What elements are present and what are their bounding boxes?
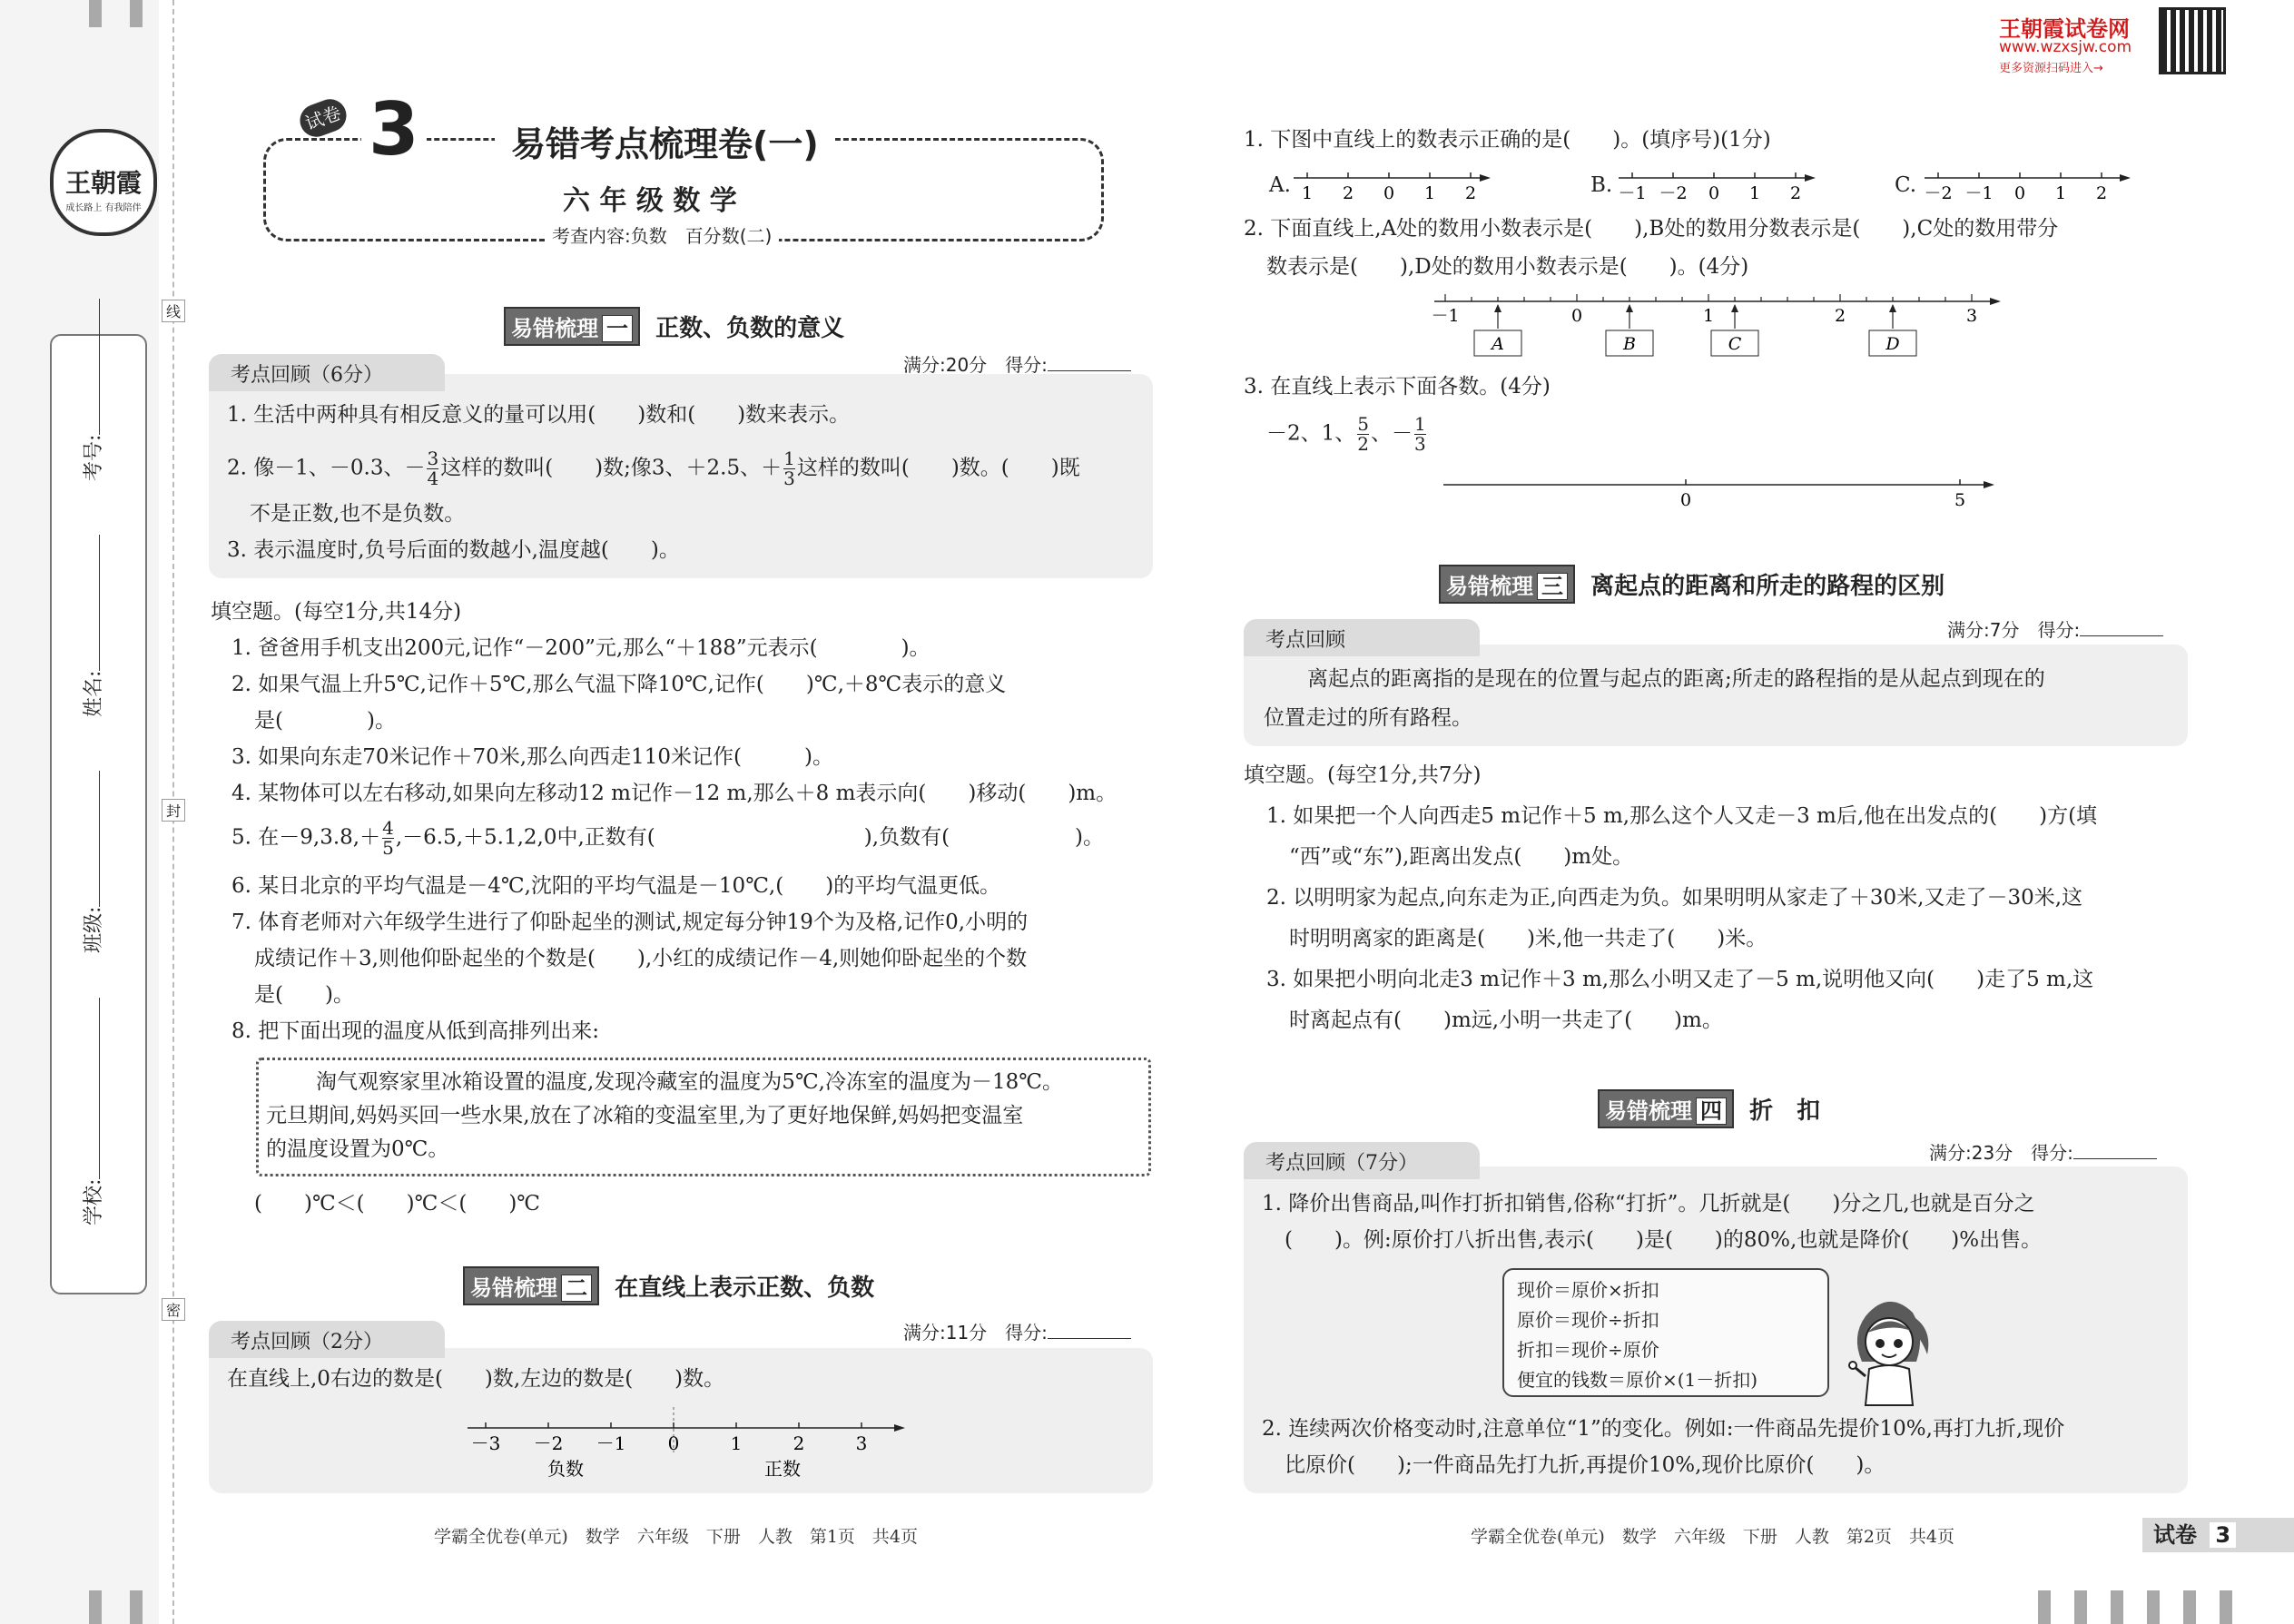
s2-line-tick-label: 1 [730, 1432, 743, 1454]
s4-review-1a: 1. 降价出售商品,叫作打折扣销售,俗称“打折”。几折就是( )分之几,也就是百分之 [1262, 1192, 2035, 1216]
section-3-tag: 易错梳理 三 [1439, 565, 1575, 604]
s3-q3b: 时离起点有( )m远,小明一共走了( )m。 [1289, 1009, 1723, 1032]
p-q2a: 2. 下面直线上,A处的数用小数表示是( ),B处的数用分数表示是( ),C处的数用带分 [1244, 217, 2059, 241]
watermark-note: 更多资源扫码进入→ [1999, 62, 2103, 75]
s1-review-3: 3. 表示温度时,负号后面的数越小,温度越( )。 [227, 538, 680, 562]
s3-text-1: 离起点的距离指的是现在的位置与起点的距离;所走的路程指的是从起点到现在的 [1307, 667, 2045, 691]
s1-q2b: 是( )。 [254, 709, 396, 733]
s2-number-line [458, 1403, 912, 1484]
option-c-tick-label: 0 [2013, 183, 2026, 203]
option-a-line [1289, 165, 1493, 206]
bottom-right-stripe-5 [2183, 1590, 2196, 1624]
option-a-tick-label: 1 [1301, 183, 1314, 203]
option-b-tick-label: 0 [1708, 183, 1720, 203]
logo-slogan: 成长路上 有我陪伴 [65, 203, 142, 213]
s1-q7c: 是( )。 [254, 983, 354, 1007]
field-name[interactable] [78, 535, 106, 717]
story-line-2: 元旦期间,妈妈买回一些水果,放在了冰箱的变温室里,为了更好地保鲜,妈妈把变温室 [266, 1104, 1024, 1127]
paper-label-badge: 试卷 [295, 94, 350, 142]
p2-arrow-head [1494, 304, 1501, 312]
section-4-heading: 折 扣 [1749, 1097, 1821, 1125]
section-3-title [1439, 565, 1944, 604]
formula-2: 原价＝现价÷折扣 [1517, 1309, 1659, 1331]
s1-fill-head: 填空题。(每空1分,共14分) [211, 600, 462, 624]
s1-review-2: 2. 像－1、－0.3、－ $\frac{3}{4}$ 这样的数叫( )数;像3、＋2.5、＋ $\frac{1}{3}$ 这样的数叫( )数。( )既 [227, 448, 1080, 489]
section-2-heading: 在直线上表示正数、负数 [615, 1275, 875, 1302]
option-c-line [1920, 165, 2133, 206]
formula-box [1502, 1268, 1829, 1397]
p3-line-tick-label: 0 [1679, 490, 1692, 508]
score-blank[interactable] [2073, 1158, 2157, 1159]
option-b-tick-label: 2 [1789, 183, 1802, 203]
story-line-1: 淘气观察家里冰箱设置的温度,发现冷藏室的温度为5℃,冷冻室的温度为－18℃。 [316, 1070, 1063, 1094]
field-school-label: 学校: [83, 1178, 105, 1225]
p2-point-label: D [1885, 334, 1900, 354]
pos-label: 正数 [764, 1458, 801, 1480]
s1-q4: 4. 某物体可以左右移动,如果向左移动12 m记作－12 m,那么＋8 m表示向( )移动( )m。 [231, 782, 1117, 805]
s1-q8: 8. 把下面出现的温度从低到高排列出来: [231, 1019, 600, 1043]
field-school[interactable] [78, 998, 106, 1225]
p-q3: 3. 在直线上表示下面各数。(4分) [1244, 375, 1551, 399]
section-1-tag: 易错梳理 一 [504, 307, 640, 346]
girl-illustration [1838, 1289, 1938, 1407]
option-a-tick-label: 2 [1464, 183, 1477, 203]
option-c-label: C. [1895, 173, 1917, 197]
p2-line-tick-label: －1 [1431, 306, 1460, 326]
brand-logo [50, 129, 157, 236]
s3-q3a: 3. 如果把小明向北走3 m记作＋3 m,那么小明又走了－5 m,说明他又向( )走了5 m,这 [1266, 968, 2094, 991]
s4-review-1b: ( )。例:原价打八折出售,表示( )是( )的80%,也就是降价( )%出售。 [1285, 1228, 2043, 1252]
option-c-tick-label: －1 [1964, 183, 1994, 203]
option-a-tick-label: 0 [1383, 183, 1395, 203]
s2-line-tick-label: －2 [533, 1432, 564, 1454]
section-4-review-tab: 考点回顾（7分） [1244, 1142, 1480, 1179]
top-stripe-2 [130, 0, 143, 27]
binding-label-mi: 密 [162, 1298, 185, 1321]
bottom-right-stripe-4 [2147, 1590, 2160, 1624]
p3-number-line [1439, 472, 2002, 508]
section-4-title [1598, 1089, 1820, 1128]
fraction-1-3: $\frac{1}{3}$ [783, 448, 795, 489]
p-q1: 1. 下图中直线上的数表示正确的是( )。(填序号)(1分) [1244, 128, 1771, 152]
bottom-stripe-2 [130, 1590, 143, 1624]
qr-code-icon[interactable] [2159, 7, 2226, 74]
p2-arrow-head [1626, 304, 1633, 312]
section-1-score: 满分:20分 得分: [903, 350, 1131, 377]
watermark-url[interactable]: www.wzxsjw.com [1999, 38, 2132, 56]
s1-q1: 1. 爸爸用手机支出200元,记作“－200”元,那么“＋188”元表示( )。 [231, 636, 930, 660]
footer-tag-num: 3 [2210, 1522, 2236, 1548]
s1-q3: 3. 如果向东走70米记作＋70米,那么向西走110米记作( )。 [231, 745, 833, 769]
s2-line-tick-label: 3 [855, 1432, 868, 1454]
option-b-tick-label: －1 [1618, 183, 1647, 203]
score-blank[interactable] [1048, 370, 1131, 371]
neg-label: 负数 [547, 1458, 584, 1480]
s2-line-tick-label: 2 [793, 1432, 805, 1454]
p2-point-label: A [1492, 334, 1504, 354]
top-stripe-1 [89, 0, 102, 27]
formula-3: 折扣＝现价÷原价 [1517, 1339, 1659, 1361]
s1-q6: 6. 某日北京的平均气温是－4℃,沈阳的平均气温是－10℃,( )的平均气温更低。 [231, 874, 1001, 898]
score-blank[interactable] [1048, 1338, 1131, 1339]
section-1-heading: 正数、负数的意义 [655, 315, 845, 342]
s2-line-tick-label: －1 [596, 1432, 626, 1454]
s1-q2a: 2. 如果气温上升5℃,记作＋5℃,那么气温下降10℃,记作( )℃,＋8℃表示的意义 [231, 673, 1007, 696]
section-1-title [504, 307, 844, 346]
binding-label-feng: 封 [162, 799, 185, 822]
paper-scope: 考查内容:负数 百分数(二) [545, 221, 779, 248]
p2-arrow-head [1731, 304, 1738, 312]
formula-1: 现价＝原价×折扣 [1517, 1279, 1659, 1301]
section-4-score: 满分:23分 得分: [1929, 1138, 2157, 1165]
watermark-brand: 王朝霞试卷网 [1999, 16, 2130, 42]
p-q2b: 数表示是( ),D处的数用小数表示是( )。(4分) [1266, 255, 1749, 279]
section-2-review-tab: 考点回顾（2分） [209, 1321, 445, 1358]
p2-number-line [1425, 289, 2006, 363]
field-class[interactable] [78, 771, 106, 953]
order-answer: ( )℃＜( )℃＜( )℃ [254, 1192, 541, 1216]
section-2-tag: 易错梳理 二 [463, 1266, 599, 1305]
s1-review-1: 1. 生活中两种具有相反意义的量可以用( )数和( )数来表示。 [227, 403, 851, 427]
bottom-right-stripe-2 [2074, 1590, 2087, 1624]
option-b-tick-label: 1 [1748, 183, 1761, 203]
s2-line-tick-label: 0 [667, 1432, 680, 1454]
s1-q7b: 成绩记作＋3,则他仰卧起坐的个数是( ),小红的成绩记作－4,则她仰卧起坐的个数 [254, 947, 1028, 970]
formula-4: 便宜的钱数＝原价×(1－折扣) [1517, 1369, 1758, 1391]
p3-line-tick-label: 5 [1954, 490, 1966, 508]
s1-q7a: 7. 体育老师对六年级学生进行了仰卧起坐的测试,规定每分钟19个为及格,记作0,小明的 [231, 910, 1029, 934]
p2-line-tick-label: 0 [1570, 306, 1583, 326]
option-a-tick-label: 1 [1423, 183, 1436, 203]
option-c-tick-label: 1 [2054, 183, 2067, 203]
option-b-tick-label: －2 [1659, 183, 1688, 203]
bottom-right-stripe-3 [2111, 1590, 2123, 1624]
option-c-tick-label: 2 [2095, 183, 2108, 203]
field-exam-no[interactable] [78, 299, 106, 481]
binding-label-xian: 线 [162, 300, 185, 322]
s3-q1a: 1. 如果把一个人向西走5 m记作＋5 m,那么这个人又走－3 m后,他在出发点的( )方(填 [1266, 804, 2098, 828]
paper-title: 易错考点梳理卷(一) [495, 116, 835, 166]
section-4-tag: 易错梳理 四 [1598, 1089, 1734, 1128]
bottom-right-stripe-1 [2038, 1590, 2051, 1624]
section-2-score: 满分:11分 得分: [903, 1318, 1131, 1344]
field-exam-no-label: 考号: [83, 434, 105, 481]
s3-fill-head: 填空题。(每空1分,共7分) [1244, 763, 1482, 787]
s4-review-2b: 比原价( );一件商品先打九折,再提价10%,现价比原价( )。 [1285, 1453, 1885, 1477]
logo-text: 王朝霞 [64, 168, 142, 198]
section-3-heading: 离起点的距离和所走的路程的区别 [1590, 573, 1945, 600]
bottom-stripe-1 [89, 1590, 102, 1624]
section-3-score: 满分:7分 得分: [1947, 615, 2163, 642]
option-b-line [1614, 165, 1818, 206]
footer-left: 学霸全优卷(单元) 数学 六年级 下册 人教 第1页 共4页 [434, 1527, 919, 1547]
paper-number: 3 [361, 89, 427, 171]
option-b-label: B. [1590, 173, 1613, 197]
footer-right: 学霸全优卷(单元) 数学 六年级 下册 人教 第2页 共4页 [1471, 1527, 1955, 1547]
option-a-label: A. [1269, 173, 1291, 197]
s3-q2a: 2. 以明明家为起点,向东走为正,向西走为负。如果明明从家走了＋30米,又走了－30米,这 [1266, 886, 2083, 910]
footer-paper-tag [2142, 1518, 2294, 1552]
paper-subtitle: 六 年 级 数 学 [563, 185, 737, 217]
score-blank[interactable] [2080, 635, 2163, 636]
s1-q5: 5. 在－9,3.8,＋ $\frac{4}{5}$ ,－6.5,＋5.1,2,0中,正数有( ),负数有( )。 [231, 817, 1105, 859]
p2-arrow-head [1889, 304, 1896, 312]
p2-line-tick-label: 1 [1702, 306, 1715, 326]
p2-point-label: C [1728, 334, 1742, 354]
s1-review-2b: 不是正数,也不是负数。 [250, 502, 466, 526]
s3-q1b: “西”或“东”),距离出发点( )m处。 [1289, 845, 1634, 869]
s4-review-2a: 2. 连续两次价格变动时,注意单位“1”的变化。例如:一件商品先提价10%,再打九折,现价 [1262, 1417, 2065, 1441]
section-1-review-tab: 考点回顾（6分） [209, 354, 445, 391]
section-2-title [463, 1266, 874, 1305]
option-a-tick-label: 2 [1342, 183, 1354, 203]
fraction-3-4: $\frac{3}{4}$ [427, 448, 439, 489]
p2-line-tick-label: 3 [1965, 306, 1978, 326]
s3-text-2: 位置走过的所有路程。 [1264, 706, 1472, 730]
p2-point-label: B [1623, 334, 1636, 354]
p2-line-tick-label: 2 [1834, 306, 1846, 326]
field-class-label: 班级: [83, 906, 105, 953]
fraction-1-3-b: $\frac{1}{3}$ [1414, 413, 1426, 455]
option-c-tick-label: －2 [1924, 183, 1953, 203]
s2-review-text: 在直线上,0右边的数是( )数,左边的数是( )数。 [227, 1367, 725, 1391]
story-line-3: 的温度设置为0℃。 [266, 1137, 449, 1161]
fraction-5-2: $\frac{5}{2}$ [1357, 413, 1370, 455]
s2-line-tick-label: －3 [470, 1432, 501, 1454]
fraction-4-5: $\frac{4}{5}$ [382, 817, 394, 859]
p-q3-numbers: －2、1、 $\frac{5}{2}$ 、－ $\frac{1}{3}$ [1266, 413, 1426, 455]
s3-q2b: 时明明离家的距离是( )米,他一共走了( )米。 [1289, 927, 1767, 950]
section-3-review-tab: 考点回顾 [1244, 619, 1480, 656]
footer-tag-label: 试卷 [2153, 1522, 2197, 1548]
field-name-label: 姓名: [83, 670, 105, 717]
bottom-right-stripe-6 [2220, 1590, 2232, 1624]
